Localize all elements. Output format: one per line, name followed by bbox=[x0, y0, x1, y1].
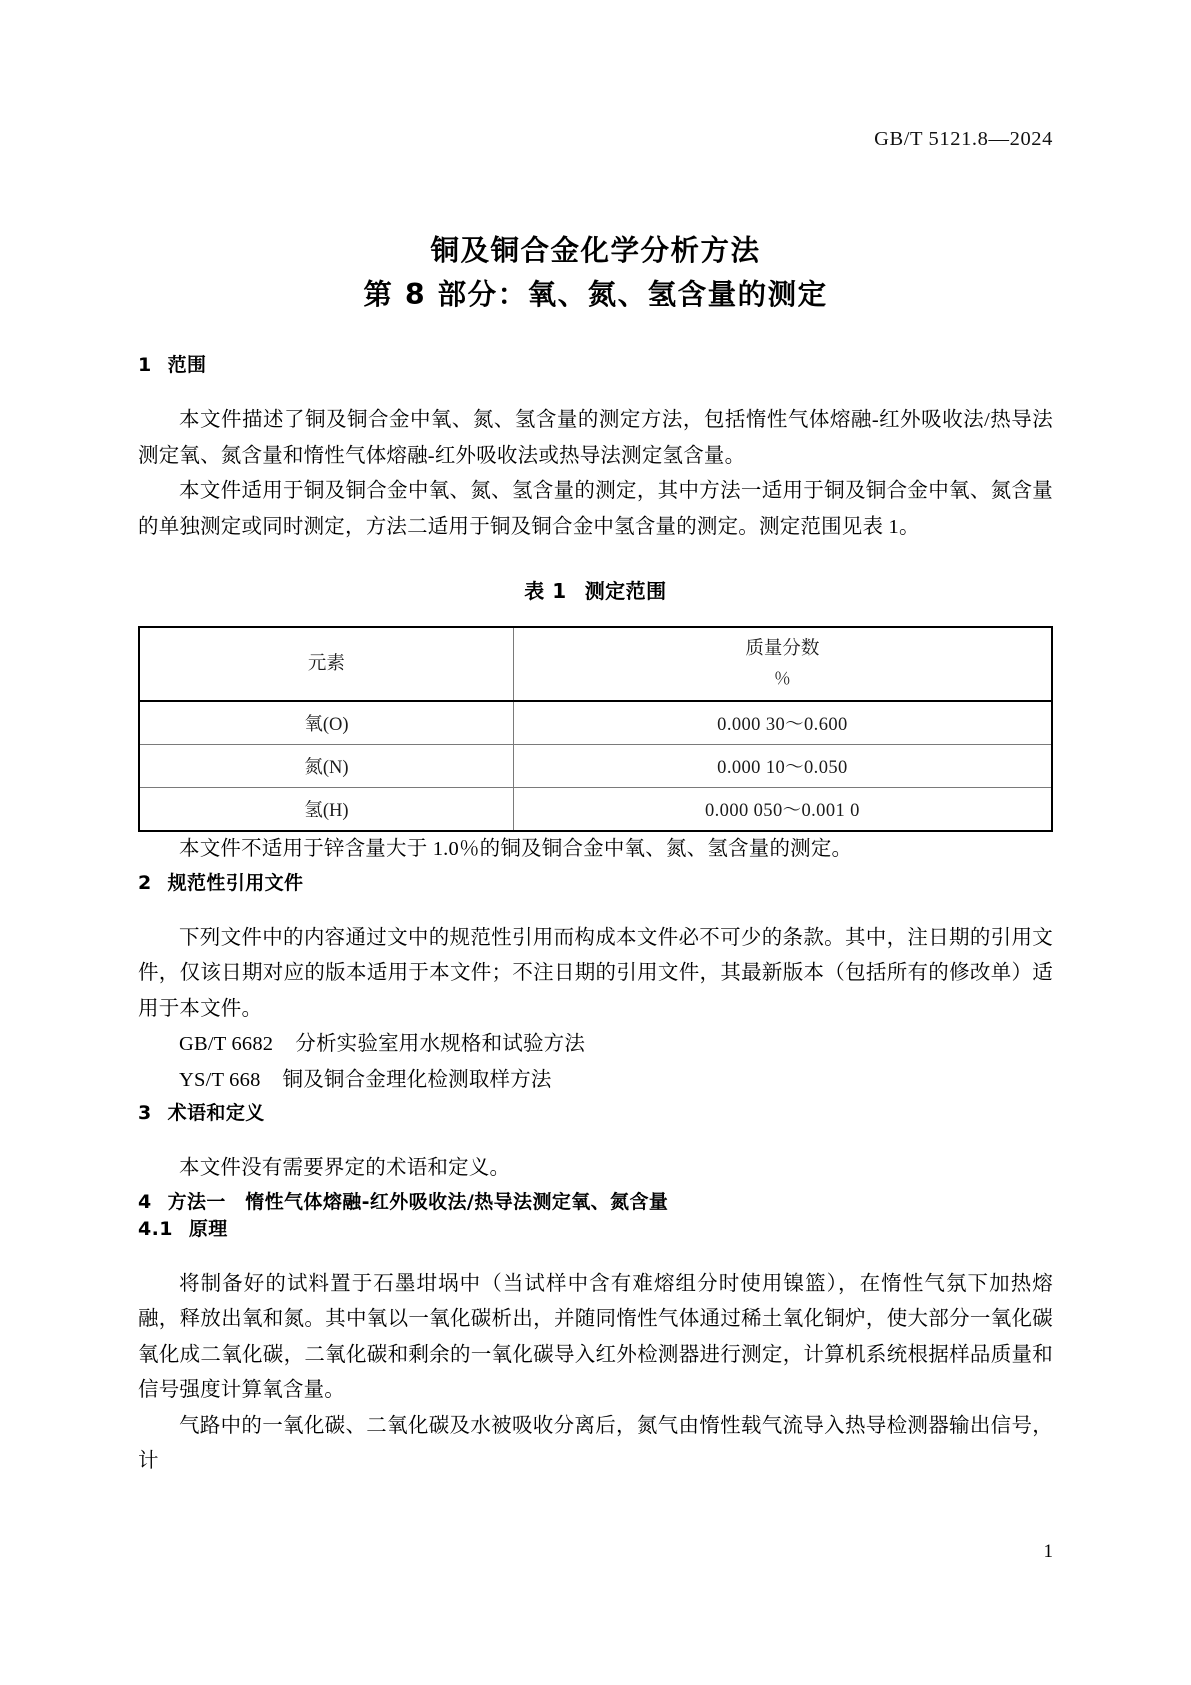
normative-reference-item bbox=[138, 1063, 1053, 1099]
section-title-3: 术语和定义 bbox=[167, 1102, 265, 1124]
table-1-label: 表 1 bbox=[524, 579, 567, 603]
section-4-1-paragraph-1: 将制备好的试料置于石墨坩埚中（当试样中含有难熔组分时使用镍篮），在惰性气氛下加热熔融，释放出氧和氮。其中氧以一氧化碳析出，并随同惰性气体通过稀土氧化铜炉，使大部分一氧化碳氧化成二氧化碳，二氧化碳和剩余的一氧化碳导入红外检测器进行测定，计算机系统根据样品质量和信号强度计算氧含量。 bbox=[138, 1272, 1053, 1401]
table-cell-range: 0.000 30～0.600 bbox=[513, 701, 1052, 745]
document-title-line-2: 第 8 部分：氧、氮、氢含量的测定 bbox=[363, 278, 828, 311]
table-row bbox=[139, 745, 1052, 788]
section-title-4-1: 原理 bbox=[188, 1217, 228, 1240]
reference-code: YS/T 668 bbox=[179, 1068, 261, 1091]
table-cell-element: 氧(O) bbox=[139, 701, 513, 745]
reference-title: 分析实验室用水规格和试验方法 bbox=[295, 1033, 586, 1055]
reference-code: GB/T 6682 bbox=[179, 1033, 274, 1055]
table-row bbox=[139, 788, 1052, 832]
section-number-4: 4 bbox=[138, 1190, 152, 1213]
table-cell-range: 0.000 050～0.001 0 bbox=[513, 788, 1052, 832]
running-header bbox=[0, 128, 1053, 151]
section-title-2: 规范性引用文件 bbox=[167, 871, 304, 894]
mass-fraction-unit: ％ bbox=[773, 669, 791, 688]
section-1-paragraph-2: 本文件适用于铜及铜合金中氧、氮、氢含量的测定，其中方法一适用于铜及铜合金中氧、氮含量的单独测定或同时测定，方法二适用于铜及铜合金中氢含量的测定。测定范围见表 1。 bbox=[138, 480, 1053, 538]
normative-reference-item bbox=[138, 1027, 1053, 1063]
section-heading-4-1 bbox=[138, 1214, 1053, 1241]
table-header-mass-fraction bbox=[513, 627, 1052, 701]
document-title-line-1: 铜及铜合金化学分析方法 bbox=[430, 234, 761, 267]
table-header-element: 元素 bbox=[139, 627, 513, 701]
standard-code: GB/T 5121.8—2024 bbox=[874, 128, 1053, 150]
section-heading-2 bbox=[138, 868, 1053, 895]
measurement-range-table bbox=[138, 626, 1053, 832]
section-heading-1 bbox=[138, 350, 1053, 377]
document-body bbox=[138, 350, 1053, 1480]
page-number: 1 bbox=[1043, 1541, 1053, 1562]
section-heading-4 bbox=[138, 1187, 1053, 1214]
section-3-paragraph-1: 本文件没有需要界定的术语和定义。 bbox=[179, 1157, 511, 1179]
reference-title: 铜及铜合金理化检测取样方法 bbox=[282, 1068, 552, 1091]
table-row bbox=[139, 701, 1052, 745]
section-4-1-paragraph-2: 气路中的一氧化碳、二氧化碳及水被吸收分离后，氮气由惰性载气流导入热导检测器输出信号，计 bbox=[138, 1414, 1053, 1472]
table-header-row bbox=[139, 627, 1052, 701]
section-title-1: 范围 bbox=[167, 354, 207, 376]
table-cell-element: 氮(N) bbox=[139, 745, 513, 788]
table-cell-range: 0.000 10～0.050 bbox=[513, 745, 1052, 788]
table-1-caption bbox=[138, 575, 1053, 604]
section-1-paragraph-3: 本文件不适用于锌含量大于 1.0％的铜及铜合金中氧、氮、氢含量的测定。 bbox=[179, 838, 853, 860]
section-number-2: 2 bbox=[138, 871, 152, 894]
table-1-title: 测定范围 bbox=[584, 579, 667, 603]
section-heading-3 bbox=[138, 1098, 1053, 1125]
mass-fraction-label: 质量分数 bbox=[745, 639, 820, 659]
section-number-1: 1 bbox=[138, 354, 152, 376]
table-cell-element: 氢(H) bbox=[139, 788, 513, 832]
section-title-4: 方法一 惰性气体熔融-红外吸收法/热导法测定氧、氮含量 bbox=[167, 1190, 669, 1213]
section-number-4-1: 4.1 bbox=[138, 1217, 173, 1240]
section-1-paragraph-1: 本文件描述了铜及铜合金中氧、氮、氢含量的测定方法，包括惰性气体熔融-红外吸收法/热导法测定氧、氮含量和惰性气体熔融-红外吸收法或热导法测定氢含量。 bbox=[138, 409, 1053, 467]
section-2-paragraph-1: 下列文件中的内容通过文中的规范性引用而构成本文件必不可少的条款。其中，注日期的引用文件，仅该日期对应的版本适用于本文件；不注日期的引用文件，其最新版本（包括所有的修改单）适用于本文件。 bbox=[138, 926, 1053, 1020]
section-number-3: 3 bbox=[138, 1102, 152, 1124]
